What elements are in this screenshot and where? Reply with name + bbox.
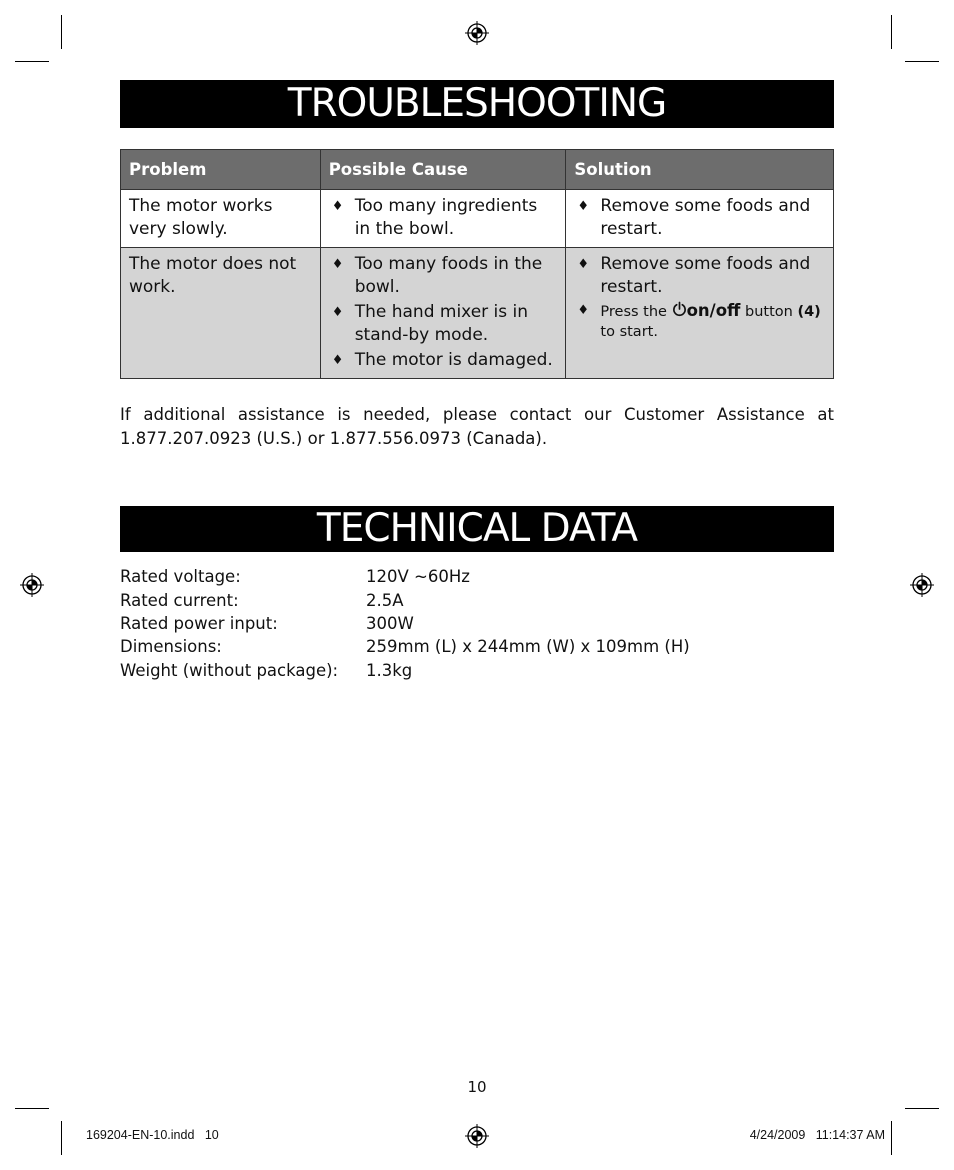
troubleshooting-heading: TROUBLESHOOTING	[120, 80, 834, 128]
solution-cell	[566, 248, 834, 379]
list-item: ♦ Too many foods in the bowl.	[331, 254, 543, 297]
problem-cell: The motor works very slowly.	[121, 190, 321, 248]
diamond-bullet-icon: ♦	[331, 353, 344, 368]
crop-mark	[61, 1121, 62, 1155]
technical-data-heading: TECHNICAL DATA	[120, 506, 834, 552]
list-item: ♦ Remove some foods and restart.	[577, 254, 811, 297]
column-header-cause: Possible Cause	[320, 150, 566, 190]
crop-mark	[891, 1121, 892, 1155]
diamond-bullet-icon: ♦	[331, 199, 344, 214]
problem-cell: The motor does not work.	[121, 248, 321, 379]
list-item: ♦ The hand mixer is in stand-by mode.	[331, 302, 529, 345]
diamond-bullet-icon: ♦	[331, 257, 344, 272]
table-header-row	[121, 150, 834, 190]
registration-mark-icon	[465, 21, 489, 45]
crop-mark	[15, 61, 49, 62]
spec-value: 259mm (L) x 244mm (W) x 109mm (H)	[366, 637, 690, 656]
column-header-solution: Solution	[566, 150, 834, 190]
diamond-bullet-icon: ♦	[577, 257, 590, 272]
solution-cell	[566, 190, 834, 248]
spec-value: 120V ~60Hz	[366, 567, 470, 586]
power-icon	[672, 301, 687, 317]
spec-label: Rated voltage:	[120, 567, 241, 586]
crop-mark	[61, 15, 62, 49]
spec-value: 300W	[366, 614, 414, 633]
column-header-problem: Problem	[121, 150, 321, 190]
diamond-bullet-icon: ♦	[577, 303, 590, 318]
spec-label: Rated power input:	[120, 614, 278, 633]
table-row	[121, 248, 834, 379]
page-number: 10	[467, 1078, 487, 1096]
slug-datetime: 4/24/2009 11:14:37 AM	[749, 1128, 885, 1142]
crop-mark	[891, 15, 892, 49]
crop-mark	[15, 1108, 49, 1109]
cause-cell	[320, 248, 566, 379]
list-item: ♦ Press the on/off button (4) to start.	[577, 301, 821, 340]
spec-label: Dimensions:	[120, 637, 222, 656]
troubleshooting-table	[120, 149, 834, 379]
registration-mark-icon	[910, 573, 934, 597]
spec-value: 1.3kg	[366, 661, 413, 680]
crop-mark	[905, 1108, 939, 1109]
table-row	[121, 190, 834, 248]
diamond-bullet-icon: ♦	[577, 199, 590, 214]
slug-file-name: 169204-EN-10.indd 10	[86, 1128, 219, 1142]
spec-label: Weight (without package):	[120, 661, 339, 680]
registration-mark-icon	[465, 1124, 489, 1148]
cause-cell	[320, 190, 566, 248]
crop-mark	[905, 61, 939, 62]
list-item: ♦ The motor is damaged.	[331, 350, 553, 370]
spec-label: Rated current:	[120, 591, 239, 610]
spec-value: 2.5A	[366, 591, 404, 610]
registration-mark-icon	[20, 573, 44, 597]
diamond-bullet-icon: ♦	[331, 305, 344, 320]
assistance-paragraph: If additional assistance is needed, please contact our Customer Assistance at 1.877.207.0923 (U.S.) or 1.877.556.0973 (Canada).	[120, 405, 834, 448]
list-item: ♦ Remove some foods and restart.	[577, 196, 811, 239]
list-item: ♦ Too many ingredients in the bowl.	[331, 196, 538, 239]
